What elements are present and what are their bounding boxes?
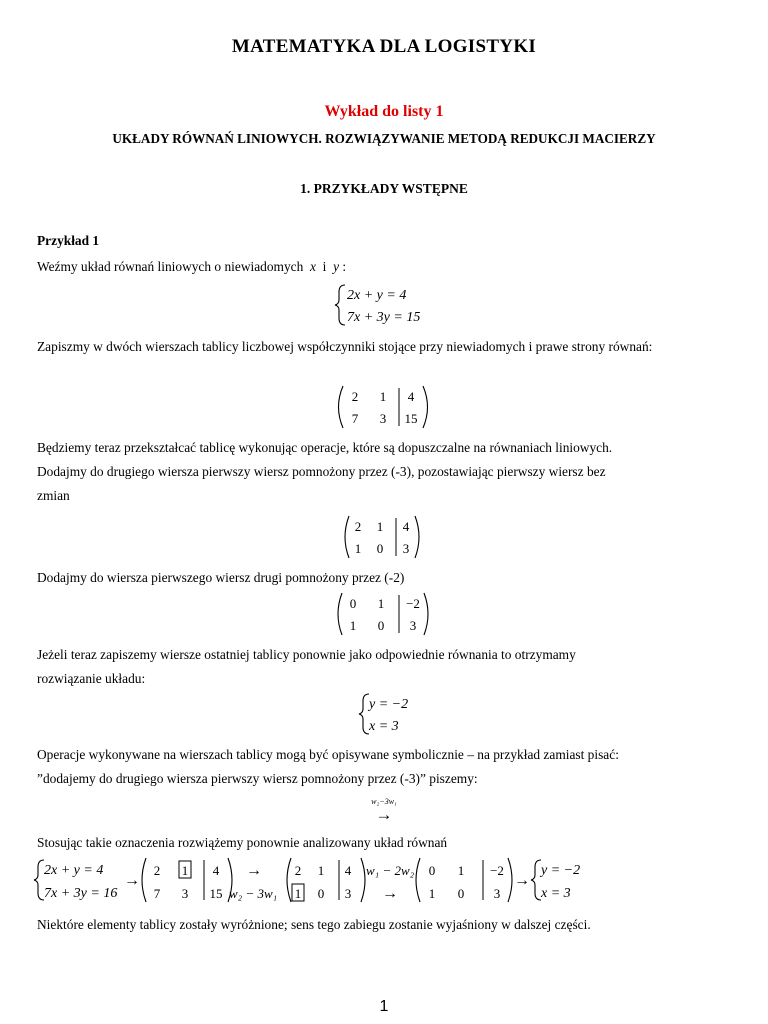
svg-text:1: 1 <box>376 519 384 534</box>
augmented-matrix-2 <box>340 513 424 561</box>
svg-text:0: 0 <box>376 541 384 556</box>
paragraph-row-op-2: Dodajmy do wiersza pierwszego wiersz drugi pomnożony przez (-2) <box>37 570 405 585</box>
augmented-matrix-1 <box>333 383 433 431</box>
svg-text:3: 3 <box>379 411 387 426</box>
document-title: MATEMATYKA DLA LOGISTYKI <box>231 36 537 57</box>
variable-x: x <box>310 259 316 274</box>
topic-subtitle: UKŁADY RÓWNAŃ LINIOWYCH. ROZWIĄZYWANIE METODĄ REDUKCJI MACIERZY <box>112 131 656 146</box>
system1-eq1: 2x + y = 4 <box>347 288 407 303</box>
system1-eq2: 7x + 3y = 15 <box>347 310 421 325</box>
row-operation-symbol <box>360 795 410 825</box>
svg-text:1: 1 <box>181 863 189 878</box>
svg-text:y = −2: y = −2 <box>541 863 581 878</box>
svg-text:4: 4 <box>212 863 220 878</box>
svg-text:3: 3 <box>344 886 352 901</box>
svg-text:2: 2 <box>294 863 302 878</box>
page-number: 1 <box>379 998 389 1015</box>
arrow-icon: → <box>375 805 393 824</box>
svg-text:0: 0 <box>428 863 436 878</box>
svg-text:1: 1 <box>379 389 387 404</box>
svg-text:4: 4 <box>407 389 415 404</box>
svg-text:1: 1 <box>377 596 385 611</box>
svg-text:w₂−3w₁: w₂−3w₁ <box>371 797 397 806</box>
svg-text:3: 3 <box>181 886 189 901</box>
section-heading: 1. PRZYKŁADY WSTĘPNE <box>300 181 468 196</box>
svg-text:−2: −2 <box>490 863 504 878</box>
svg-text:15: 15 <box>209 886 223 901</box>
arrow-icon: → <box>246 862 262 879</box>
paragraph-coefficients: Zapiszmy w dwóch wierszach tablicy liczbowej współczynniki stojące przy niewiadomych i prawe strony równań: <box>37 339 653 354</box>
augmented-matrix-3 <box>333 590 433 638</box>
transformation-chain <box>30 855 630 907</box>
svg-text:2x + y = 4: 2x + y = 4 <box>44 863 104 878</box>
arrow-icon: → <box>514 872 530 889</box>
solution-system <box>355 690 425 738</box>
svg-text:0: 0 <box>457 886 465 901</box>
svg-text:4: 4 <box>402 519 410 534</box>
svg-text:w₂ − 3w₁: w₂ − 3w₁ <box>229 886 278 901</box>
paragraph-transform: Będziemy teraz przekształcać tablicę wykonując operacje, które są dopuszczalne na równaniach liniowych. Dodajmy do drugiego wiersza pierwszy wiersz pomnożony przez (-3), pozostawiając pierwszy wiersz bez zmian <box>37 440 613 503</box>
svg-text:1: 1 <box>354 541 362 556</box>
svg-text:−2: −2 <box>406 596 420 611</box>
svg-text:7x + 3y = 16: 7x + 3y = 16 <box>44 886 118 901</box>
equation-system-1 <box>330 280 440 330</box>
svg-text:0: 0 <box>349 596 357 611</box>
svg-text:x = 3: x = 3 <box>369 719 399 734</box>
svg-text:2: 2 <box>153 863 161 878</box>
svg-text:1: 1 <box>428 886 436 901</box>
paragraph-symbolic: Operacje wykonywane na wierszach tablicy mogą być opisywane symbolicznie – na przykład zamiast pisać: ”dodajemy do drugiego wiersza pierwszy wiersz pomnożony przez (-3)” piszemy: <box>37 747 619 786</box>
svg-text:3: 3 <box>493 886 501 901</box>
svg-text:1: 1 <box>317 863 325 878</box>
svg-text:w₁ − 2w₂: w₁ − 2w₂ <box>366 863 415 878</box>
variable-y: y <box>333 259 340 274</box>
svg-text:4: 4 <box>344 863 352 878</box>
paragraph-intro: Weźmy układ równań liniowych o niewiadomych x i y : <box>37 259 347 274</box>
svg-text:3: 3 <box>409 618 417 633</box>
arrow-icon: → <box>382 885 398 902</box>
svg-text:2: 2 <box>354 519 362 534</box>
svg-text:1: 1 <box>457 863 465 878</box>
svg-text:7: 7 <box>153 886 161 901</box>
svg-text:7: 7 <box>351 411 359 426</box>
arrow-icon: → <box>124 872 140 889</box>
example-heading: Przykład 1 <box>37 233 100 248</box>
svg-text:0: 0 <box>377 618 385 633</box>
svg-text:1: 1 <box>294 886 302 901</box>
svg-text:2: 2 <box>351 389 359 404</box>
lecture-subtitle: Wykład do listy 1 <box>324 103 444 120</box>
svg-text:15: 15 <box>404 411 418 426</box>
svg-text:3: 3 <box>402 541 410 556</box>
svg-text:0: 0 <box>317 886 325 901</box>
svg-text:1: 1 <box>349 618 357 633</box>
svg-text:y = −2: y = −2 <box>369 697 409 712</box>
svg-text:x = 3: x = 3 <box>541 886 571 901</box>
paragraph-highlight-note: Niektóre elementy tablicy zostały wyróżnione; sens tego zabiegu zostanie wyjaśniony w dalszej części. <box>37 917 591 932</box>
paragraph-apply-notation: Stosując takie oznaczenia rozwiążemy ponownie analizowany układ równań <box>37 835 448 850</box>
paragraph-rewrite: Jeżeli teraz zapiszemy wiersze ostatniej tablicy ponownie jako odpowiednie równania to otrzymamy rozwiązanie układu: <box>37 647 576 686</box>
